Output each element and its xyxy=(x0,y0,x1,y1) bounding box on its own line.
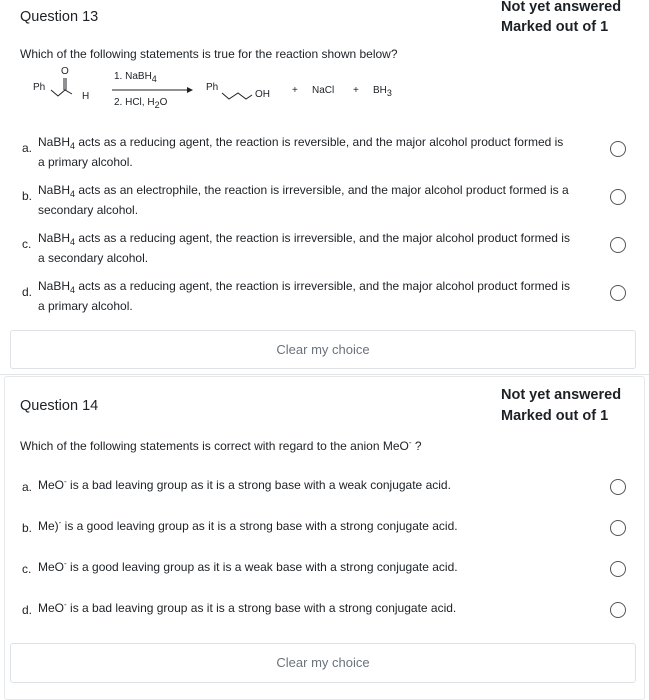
question-separator xyxy=(0,374,649,375)
nacl: NaCl xyxy=(312,85,335,96)
q13-marks: Marked out of 1 xyxy=(501,19,609,35)
option-text: NaBH$_4$ acts as a reducing agent, the reaction is irreversible, and the major alcohol product formed is a primary alcohol. xyxy=(38,279,570,313)
q14-prompt: Which of the following statements is correct with regard to the anion MeO- ? xyxy=(20,438,422,453)
product-oh: OH xyxy=(255,89,270,100)
q14-marks: Marked out of 1 xyxy=(501,408,609,424)
reactant-ph: Ph xyxy=(33,82,46,93)
product-ph: Ph xyxy=(206,82,219,93)
option-letter: c. xyxy=(22,562,32,576)
q14-radio-d[interactable] xyxy=(610,602,626,618)
q14-option-a[interactable] xyxy=(0,472,649,498)
q14-option-c[interactable] xyxy=(0,554,649,580)
option-text: Me)- is a good leaving group as it is a strong base with a strong conjugate acid. xyxy=(38,518,458,533)
q13-radio-d[interactable] xyxy=(610,285,626,301)
reaction-arrow-head xyxy=(187,87,193,93)
q13-option-c[interactable] xyxy=(0,229,649,263)
reagent-2: 2. HCl, $H_2O$ xyxy=(114,97,168,110)
option-text: NaBH$_4$ acts as a reducing agent, the reaction is reversible, and the major alcohol product formed is a primary alcohol. xyxy=(38,135,564,169)
plus-1: + xyxy=(292,85,298,96)
q14-radio-c[interactable] xyxy=(610,561,626,577)
reactant-o: O xyxy=(61,66,69,77)
q14-radio-b[interactable] xyxy=(610,520,626,536)
reactant-h: H xyxy=(82,91,90,102)
option-letter: b. xyxy=(22,521,33,535)
q13-radio-a[interactable] xyxy=(610,141,626,157)
option-letter: a. xyxy=(22,141,33,155)
option-text: MeO- is a good leaving group as it is a weak base with a strong conjugate acid. xyxy=(38,559,458,574)
reactant-bonds xyxy=(51,90,72,96)
q13-title: Question 13 xyxy=(20,9,99,25)
q13-radio-b[interactable] xyxy=(610,189,626,205)
q13-clear-choice-button[interactable]: Clear my choice xyxy=(10,330,636,369)
q13-status: Not yet answered xyxy=(501,0,622,15)
q13-prompt: Which of the following statements is true for the reaction shown below? xyxy=(20,47,398,61)
option-text: NaBH$_4$ acts as a reducing agent, the reaction is irreversible, and the major alcohol product formed is a secondary alcohol. xyxy=(38,231,570,265)
q14-option-b[interactable] xyxy=(0,513,649,539)
q14-option-d[interactable] xyxy=(0,595,649,621)
q14-radio-a[interactable] xyxy=(610,479,626,495)
option-text: MeO- is a bad leaving group as it is a strong base with a weak conjugate acid. xyxy=(38,477,451,492)
option-letter: a. xyxy=(22,480,33,494)
q13-option-b[interactable] xyxy=(0,181,649,215)
plus-2: + xyxy=(353,85,359,96)
option-text: NaBH$_4$ acts as an electrophile, the reaction is irreversible, and the major alcohol product formed is a secondary alcohol. xyxy=(38,183,569,217)
q14-status: Not yet answered xyxy=(501,387,622,403)
bh3: $BH_3$ xyxy=(373,85,392,98)
q14-title: Question 14 xyxy=(20,398,99,414)
option-text: MeO- is a bad leaving group as it is a strong base with a strong conjugate acid. xyxy=(38,600,457,615)
q13-radio-c[interactable] xyxy=(610,237,626,253)
option-letter: d. xyxy=(22,603,33,617)
q13-option-a[interactable] xyxy=(0,133,649,167)
q13-option-d[interactable] xyxy=(0,277,649,311)
product-bonds xyxy=(222,93,252,99)
option-letter: c. xyxy=(22,237,32,251)
option-letter: b. xyxy=(22,189,33,203)
reaction-scheme xyxy=(30,62,410,112)
option-letter: d. xyxy=(22,285,33,299)
q14-clear-choice-button[interactable]: Clear my choice xyxy=(10,643,636,683)
reagent-1: 1. NaBH$_4$ xyxy=(114,71,157,84)
